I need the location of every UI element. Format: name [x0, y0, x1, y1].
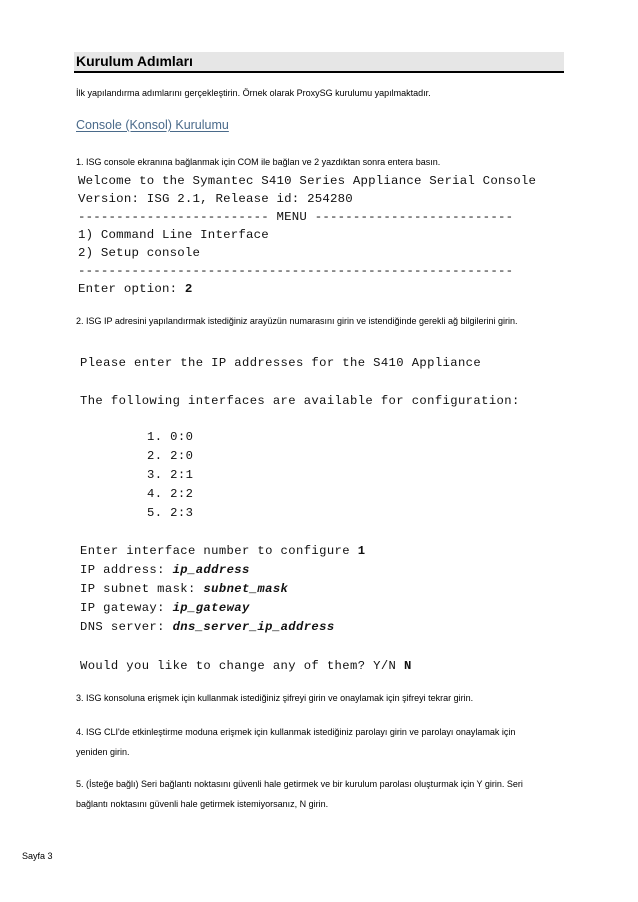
- iface-prompt: Enter interface number to configure: [80, 544, 358, 558]
- interface-item: 3. 2:1: [147, 468, 194, 482]
- console2-available: The following interfaces are available for configuration:: [80, 394, 520, 408]
- gw-value: ip_gateway: [172, 601, 250, 615]
- console1-prompt-line: [78, 282, 193, 296]
- interface-item: 2. 2:0: [147, 449, 194, 463]
- subheading: Console (Konsol) Kurulumu: [76, 118, 229, 132]
- console1-answer: 2: [184, 282, 193, 296]
- console2-ip-line: [80, 563, 250, 577]
- step-2-text: 2. ISG IP adresini yapılandırmak istediğiniz arayüzün numarasını girin ve istendiğinde gerekli ağ bilgilerini girin.: [76, 316, 518, 326]
- console1-line3: ------------------------- MENU --------------------------: [78, 210, 514, 224]
- step-5-text-line1: 5. (İsteğe bağlı) Seri bağlantı noktasını güvenli hale getirmek ve bir kurulum parolası oluşturmak için Y girin. Seri: [76, 779, 523, 789]
- console2-dns-line: [80, 620, 335, 634]
- interface-item: 1. 0:0: [147, 430, 194, 444]
- mask-value: subnet_mask: [203, 582, 289, 596]
- section-title-bar: [74, 52, 564, 73]
- console1-line2: Version: ISG 2.1, Release id: 254280: [78, 192, 353, 206]
- console2-iface-line: [80, 544, 365, 558]
- section-title: Kurulum Adımları: [76, 53, 193, 69]
- step-3-text: 3. ISG konsoluna erişmek için kullanmak istediğiniz şifreyi girin ve onaylamak için şifreyi tekrar girin.: [76, 693, 474, 703]
- page-footer: Sayfa 3: [22, 851, 53, 861]
- console1-line1: Welcome to the Symantec S410 Series Appliance Serial Console: [78, 174, 537, 188]
- change-answer: N: [403, 659, 412, 673]
- console1-line5: 2) Setup console: [78, 246, 201, 260]
- console2-change-line: [80, 659, 412, 673]
- console2-mask-line: [80, 582, 288, 596]
- mask-label: IP subnet mask:: [80, 582, 204, 596]
- iface-answer: 1: [357, 544, 366, 558]
- step-5-text-line2: bağlantı noktasını güvenli hale getirmek istemiyorsanız, N girin.: [76, 799, 329, 809]
- console1-prompt: Enter option:: [78, 282, 185, 296]
- console2-header: Please enter the IP addresses for the S410 Appliance: [80, 356, 482, 370]
- step-1-text: 1. ISG console ekranına bağlanmak için COM ile bağlan ve 2 yazdıktan sonra entera basın.: [76, 157, 441, 167]
- console2-gw-line: [80, 601, 250, 615]
- dns-value: dns_server_ip_address: [172, 620, 335, 634]
- intro-text: İlk yapılandırma adımlarını gerçekleştirin. Örnek olarak ProxySG kurulumu yapılmaktadır.: [76, 88, 431, 98]
- console1-line4: 1) Command Line Interface: [78, 228, 269, 242]
- change-prompt: Would you like to change any of them? Y/N: [80, 659, 404, 673]
- interface-item: 5. 2:3: [147, 506, 194, 520]
- step-4-text-line1: 4. ISG CLI'de etkinleştirme moduna erişmek için kullanmak istediğiniz parolayı girin ve parolayı onaylamak için: [76, 727, 516, 737]
- step-4-text-line2: yeniden girin.: [76, 747, 130, 757]
- gw-label: IP gateway:: [80, 601, 173, 615]
- dns-label: DNS server:: [80, 620, 173, 634]
- ip-label: IP address:: [80, 563, 173, 577]
- console1-line6: ---------------------------------------------------------: [78, 264, 514, 278]
- ip-value: ip_address: [172, 563, 250, 577]
- interface-item: 4. 2:2: [147, 487, 194, 501]
